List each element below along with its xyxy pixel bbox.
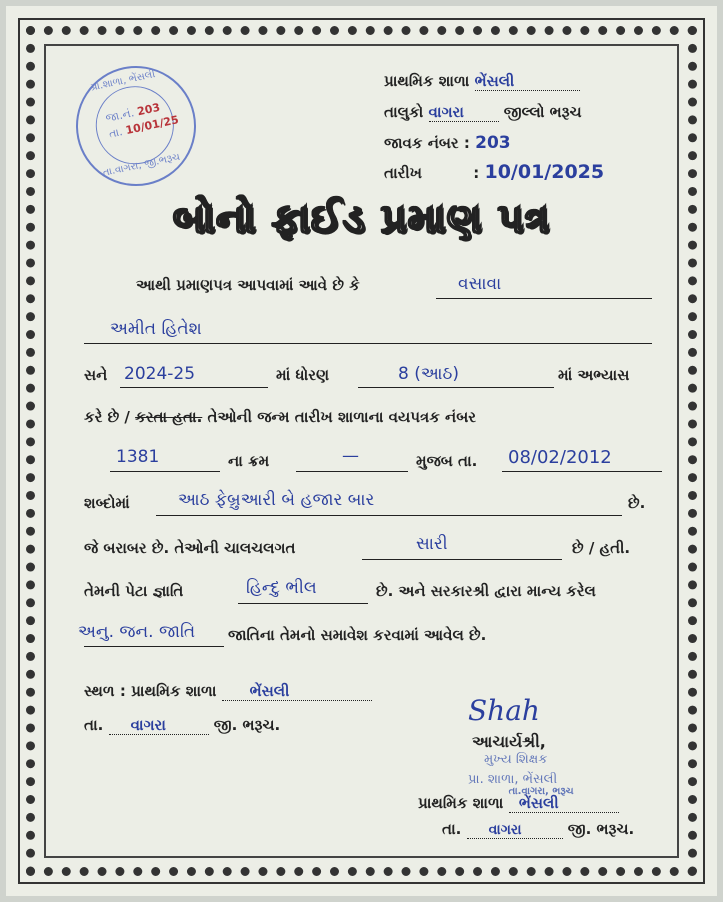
district-text: જીલ્લો ભરૂચ	[503, 103, 582, 121]
words-end: છે.	[628, 494, 646, 512]
conduct-end: છે / હતી.	[572, 539, 631, 557]
student-name: અમીત હિતેશ	[110, 319, 202, 339]
caste-value: હિન્દુ ભીલ	[246, 578, 317, 598]
studying-text: કરે છે /	[84, 408, 130, 426]
words-label: શબ્દોમાં	[84, 494, 130, 512]
conduct-value: સારી	[416, 534, 448, 554]
footer-district: જી. ભરૂચ.	[213, 716, 281, 734]
school-value: ભેંસલી	[474, 72, 515, 90]
place-value: ભેંસલી	[249, 682, 290, 700]
date-label: તારીખ	[384, 164, 422, 182]
school-row	[384, 72, 580, 91]
seal-date-value: 10/01/25	[124, 113, 180, 138]
right-school-label: પ્રાથમિક શાળા	[418, 794, 504, 812]
principal-label: આચાર્યશ્રી,	[472, 732, 546, 751]
seal-no-label: જા.નં.	[104, 106, 136, 125]
outward-value: 203	[475, 133, 511, 153]
conduct-label: જે બરાબર છે. તેઓની ચાલચલગત	[84, 539, 296, 557]
outward-row	[384, 133, 511, 153]
school-label: પ્રાથમિક શાળા	[384, 72, 470, 90]
academic-year: 2024-25	[124, 364, 196, 384]
certificate-title: બોનો ફાઈડ પ્રમાણ પત્ર	[172, 196, 551, 242]
taluka-row	[384, 103, 582, 122]
seal-top-text: પ્રા.શાળા, ભેંસલી	[89, 69, 157, 94]
stamp-line-2: પ્રા. શાળા, ભેંસલી	[468, 772, 558, 787]
certificate-page	[6, 6, 717, 896]
footer-ta-value: વાગરા	[130, 716, 166, 734]
taluka-label: તાલુકો	[384, 103, 424, 121]
place-label: સ્થળ : પ્રાથમિક શાળા	[84, 682, 217, 700]
category-value: અનુ. જન. જાતિ	[78, 622, 196, 642]
seal-date-label: તા.	[107, 125, 124, 141]
body-line-4	[84, 408, 476, 426]
category-text: જાતિના તેમનો સમાવેશ કરવામાં આવેલ છે.	[228, 626, 487, 644]
seal-no-value: 203	[136, 100, 162, 119]
student-surname: વસાવા	[458, 274, 502, 294]
footer-ta-label: તા.	[84, 716, 104, 734]
std-label: માં ધોરણ	[276, 366, 330, 384]
right-district: જી. ભરૂચ.	[567, 820, 635, 838]
right-ta-label: તા.	[442, 820, 462, 838]
register-number: 1381	[116, 447, 160, 467]
kram-value: —	[342, 446, 359, 466]
place-row	[84, 682, 372, 701]
sane-label: સને	[84, 366, 108, 384]
stamp-line-1: મુખ્ય શિક્ષક	[484, 752, 548, 767]
birth-date-words: આઠ ફેબ્રુઆરી બે હજાર બાર	[178, 490, 375, 510]
struck-text: કરતા હતા.	[135, 408, 203, 426]
principal-signature: Shah	[468, 694, 540, 727]
standard-value: 8 (આઠ)	[398, 364, 460, 384]
outward-label: જાવક નંબર :	[384, 134, 470, 152]
govt-text: છે. અને સરકારશ્રી દ્વારા માન્ય કરેલ	[376, 582, 596, 600]
right-school-value: ભેંસલી	[518, 794, 559, 812]
taluka-value: વાગરા	[428, 103, 464, 121]
mujab-label: મુજબ તા.	[416, 452, 478, 470]
stamp-line-3: તા.વાગરા, ભરૂચ	[508, 786, 574, 797]
right-ta-value: વાગરા	[488, 822, 522, 838]
kram-label: ના ક્રમ	[228, 452, 270, 470]
birthdate-text: તેઓની જન્મ તારીખ શાળાના વયપત્રક નંબર	[207, 408, 477, 426]
footer-taluka-row	[84, 716, 280, 735]
seal-bottom-text: તા.વાગરા, જી.ભરૂચ	[101, 151, 182, 179]
date-value: 10/01/2025	[484, 161, 605, 183]
birth-date: 08/02/2012	[508, 447, 612, 468]
right-school-row	[418, 786, 619, 813]
caste-label: તેમની પેટા જ્ઞાતિ	[84, 582, 184, 600]
date-row: તારીખ : 10/01/2025	[384, 161, 605, 183]
study-label: માં અભ્યાસ	[558, 366, 630, 384]
body-line-1-text: આથી પ્રમાણપત્ર આપવામાં આવે છે કે	[136, 276, 360, 294]
right-taluka-row	[442, 820, 634, 839]
